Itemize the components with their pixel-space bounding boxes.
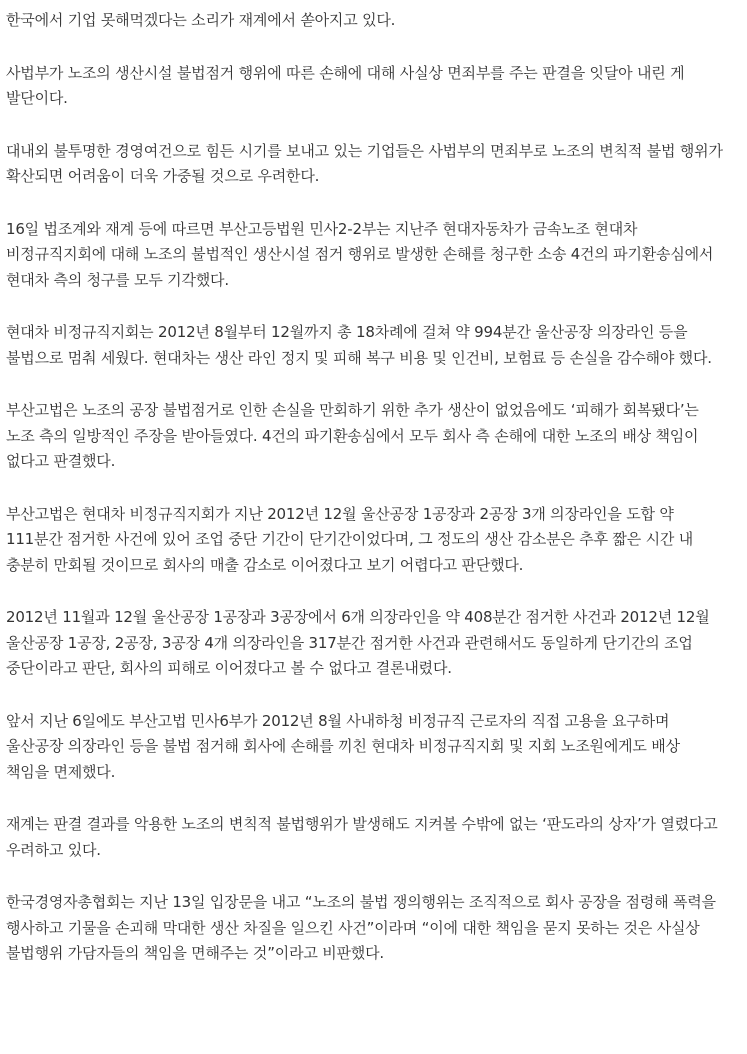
article-paragraph: 한국에서 기업 못해먹겠다는 소리가 재계에서 쏟아지고 있다. — [6, 11, 396, 29]
article-paragraph: 대내외 불투명한 경영여건으로 힘든 시기를 보내고 있는 기업들은 사법부의 면죄부로 노조의 변칙적 불법 행위가 확산되면 어려움이 더욱 가중될 것으로 우려한다. — [6, 141, 723, 185]
article-paragraph: 16일 법조계와 재계 등에 따르면 부산고등법원 민사2-2부는 지난주 현대자동차가 금속노조 현대차 비정규직지회에 대해 노조의 불법적인 생산시설 점거 행위로 발생한 손해를 청구한 소송 4건의 파기환송심에서 현대차 측의 청구를 모두 기각했다. — [6, 219, 714, 289]
article-paragraph: 한국경영자총협회는 지난 13일 입장문을 내고 “노조의 불법 쟁의행위는 조직적으로 회사 공장을 점령해 폭력을 행사하고 기물을 손괴해 막대한 생산 차질을 일으킨 사건”이라며 “이에 대한 책임을 묻지 못하는 것은 사실상 불법행위 가담자들의 책임을 면해주는 것”이라고 비판했다. — [6, 893, 716, 962]
article-paragraph: 현대차 비정규직지회는 2012년 8월부터 12월까지 총 18차례에 걸쳐 약 994분간 울산공장 의장라인 등을 불법으로 멈춰 세웠다. 현대차는 생산 라인 정지 및 피해 복구 비용 및 인건비, 보험료 등 손실을 감수해야 했다. — [6, 323, 712, 367]
article-paragraph: 재계는 판결 결과를 악용한 노조의 변칙적 불법행위가 발생해도 지켜볼 수밖에 없는 ‘판도라의 상자’가 열렸다고 우려하고 있다. — [6, 815, 718, 859]
article-paragraph: 앞서 지난 6일에도 부산고법 민사6부가 2012년 8월 사내하청 비정규직 근로자의 직접 고용을 요구하며 울산공장 의장라인 등을 불법 점거해 회사에 손해를 끼친 현대차 비정규직지회 및 지회 노조원에게도 배상 책임을 면제했다. — [6, 711, 680, 781]
article-paragraph: 부산고법은 노조의 공장 불법점거로 인한 손실을 만회하기 위한 추가 생산이 없었음에도 ‘피해가 회복됐다’는 노조 측의 일방적인 주장을 받아들였다. 4건의 파기환송심에서 모두 회사 측 손해에 대한 노조의 배상 책임이 없다고 판결했다. — [6, 401, 699, 470]
article-paragraph: 2012년 11월과 12월 울산공장 1공장과 3공장에서 6개 의장라인을 약 408분간 점거한 사건과 2012년 12월 울산공장 1공장, 2공장, 3공장 4개 의장라인을 317분간 점거한 사건과 관련해서도 동일하게 단기간의 조업 중단이라고 판단, 회사의 피해로 이어졌다고 볼 수 없다고 결론내렸다. — [6, 608, 710, 677]
article-paragraph: 부산고법은 현대차 비정규직지회가 지난 2012년 12월 울산공장 1공장과 2공장 3개 의장라인을 도합 약 111분간 점거한 사건에 있어 조업 중단 기간이 단기간이었다며, 그 정도의 생산 감소분은 추후 짧은 시간 내 충분히 만회될 것이므로 회사의 매출 감소로 이어졌다고 보기 어렵다고 판단했다. — [6, 504, 694, 574]
article-paragraph: 사법부가 노조의 생산시설 불법점거 행위에 따른 손해에 대해 사실상 면죄부를 주는 판결을 잇달아 내린 게 발단이다. — [6, 63, 685, 107]
